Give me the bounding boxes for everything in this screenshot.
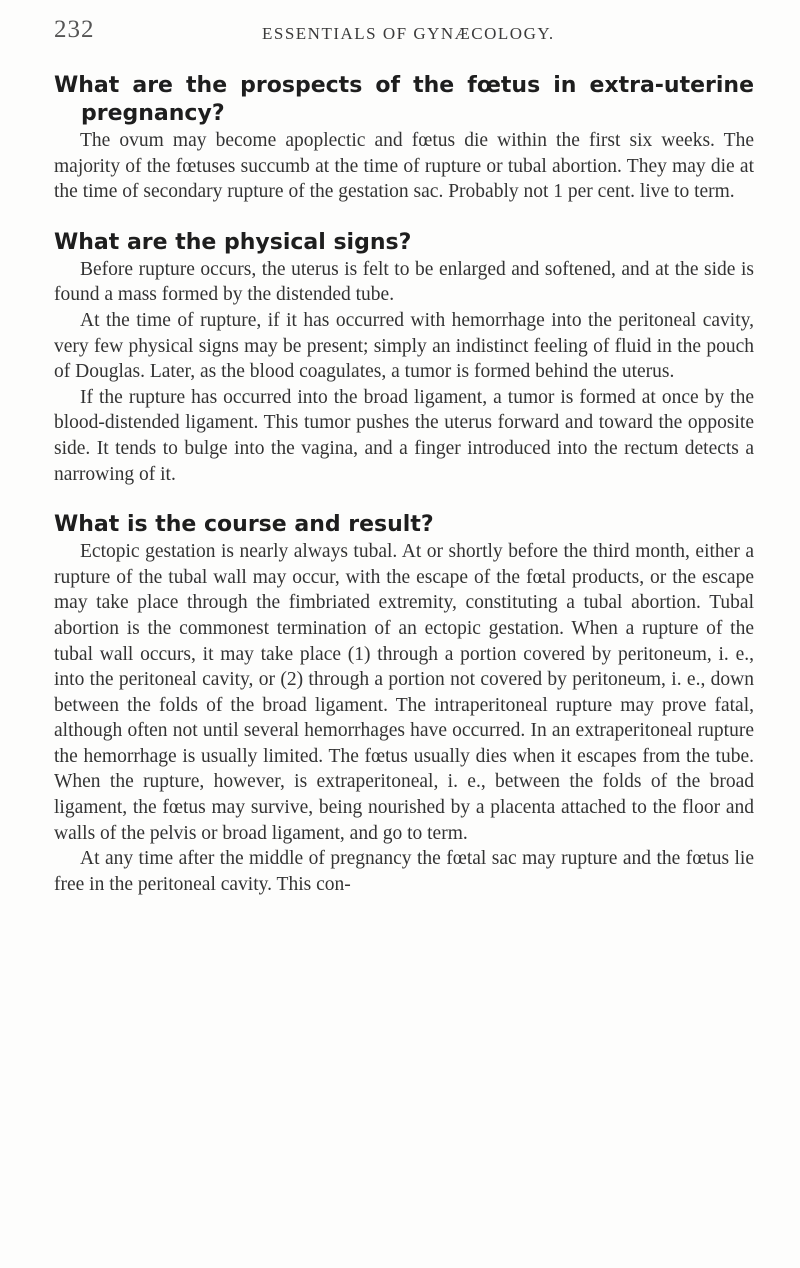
paragraph: At any time after the middle of pregnancy the fœtal sac may rupture and the fœtus lie free in the peritoneal cavity. This con- [54,848,754,895]
running-title: ESSENTIALS OF GYNÆCOLOGY. [262,24,555,43]
section-course-result [54,511,754,897]
paragraph: If the rupture has occurred into the broad ligament, a tumor is formed at once by the blood-distended ligament. This tumor pushes the uterus forward and toward the opposite side. It tends to bulge into the vagina, and a finger introduced into the rectum detects a narrowing of it. [54,386,754,485]
paragraph: The ovum may become apoplectic and fœtus die within the first six weeks. The majority of the fœtuses succumb at the time of rupture or tubal abortion. They may die at the time of secondary rupture of the gestation sac. Probably not 1 per cent. live to term. [54,130,754,203]
paragraph: Ectopic gestation is nearly always tubal. At or shortly before the third month, either a rupture of the tubal wall may occur, with the escape of the fœtal products, or the escape may take place through the fimbriated extremity, constituting a tubal abortion. Tubal abortion is the commonest termination of an ectopic gestation. When a rupture of the tubal wall occurs, it may take place (1) through a portion covered by peritoneum, i. e., into the peritoneal cavity, or (2) through a portion not covered by peritoneum, i. e., down between the folds of the broad ligament. The intraperitoneal rupture may prove fatal, although often not until several hemorrhages have occurred. In an extraperitoneal rupture the hemorrhage is usually limited. The fœtus usually dies when it escapes from the tube. When the rupture, however, is extraperitoneal, i. e., between the folds of the broad ligament, the fœtus may survive, being nourished by a placenta attached to the floor and walls of the pelvis or broad ligament, and go to term. [54,541,754,844]
paragraph: At the time of rupture, if it has occurred with hemorrhage into the peritoneal cavity, very few physical signs may be present; simply an indistinct feeling of fluid in the pouch of Douglas. Later, as the blood coagulates, a tumor is formed behind the uterus. [54,309,754,383]
section-prospects [54,72,754,205]
question-heading: What is the course and result? [54,512,434,538]
question-heading: What are the prospects of the fœtus in extra-uterine pregnancy? [54,73,754,126]
paragraph: Before rupture occurs, the uterus is felt to be enlarged and softened, and at the side is found a mass formed by the distended tube. [54,258,754,306]
question-heading: What are the physical signs? [54,229,412,255]
section-physical-signs [54,229,754,487]
running-head [54,16,754,50]
page-body [54,72,754,921]
page-number: 232 [54,16,95,43]
